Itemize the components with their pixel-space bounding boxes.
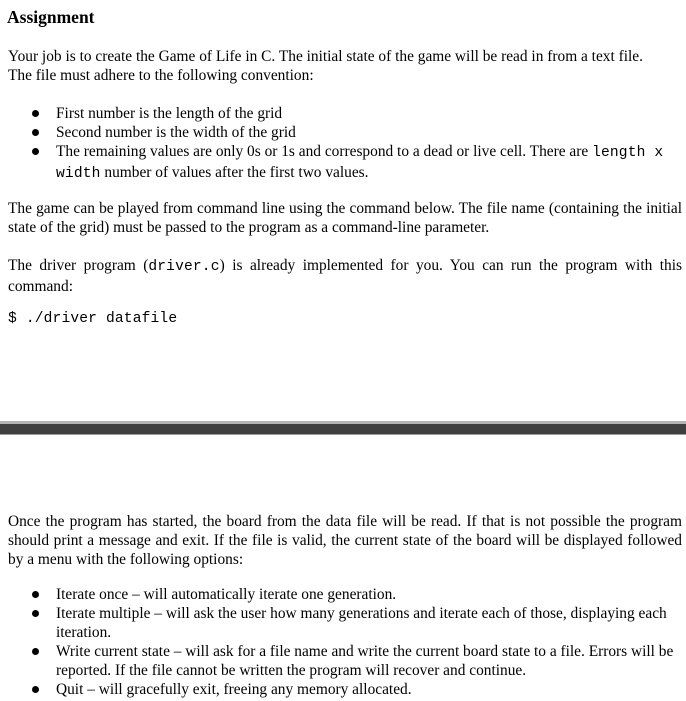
page-divider	[0, 421, 686, 435]
list-item	[0, 585, 686, 604]
bullet-icon	[32, 129, 39, 136]
list-item-text: Quit – will gracefully exit, freeing any memory allocated.	[56, 681, 412, 698]
driver-paragraph	[8, 256, 682, 296]
list-item	[0, 104, 686, 123]
bullet-icon	[32, 148, 39, 155]
startup-paragraph: Once the program has started, the board from the data file will be read. If that is not possible the program should print a message and exit. If the file is valid, the current state of the board will be displayed followed by a menu with the following options:	[8, 513, 682, 568]
bullet-icon	[32, 610, 39, 617]
list-item	[0, 680, 686, 699]
bullet-icon	[32, 110, 39, 117]
section-heading: Assignment	[7, 7, 95, 27]
list-item-text: number of values after the first two values.	[100, 164, 369, 181]
list-item-text: Write current state – will ask for a file name and write the current board state to a file. Errors will be reported. If the file cannot be written the program will recover and continue.	[56, 643, 674, 679]
list-item	[0, 642, 686, 680]
list-item	[0, 142, 686, 184]
command-line-paragraph: The game can be played from command line using the command below. The file name (containing the initial state of the grid) must be passed to the program as a command-line parameter.	[8, 200, 682, 236]
list-item	[0, 123, 686, 142]
intro-line-1: Your job is to create the Game of Life in C. The initial state of the game will be read in from a text file.	[8, 48, 643, 65]
bullet-icon	[32, 648, 39, 655]
list-item-text: First number is the length of the grid	[56, 105, 283, 122]
intro-line-2: The file must adhere to the following convention:	[8, 67, 314, 84]
intro-paragraph	[8, 47, 682, 85]
driver-text: ) is already implemented for you. You can run the program with this command:	[8, 257, 682, 295]
driver-text: The driver program (	[8, 257, 149, 274]
list-item-text: Second number is the width of the grid	[56, 124, 296, 141]
list-item	[0, 604, 686, 642]
bullet-icon	[32, 591, 39, 598]
bullet-icon	[32, 686, 39, 693]
command-example: $ ./driver datafile	[8, 311, 178, 327]
list-item-text: Iterate multiple – will ask the user how many generations and iterate each of those, displaying each iteration.	[56, 605, 667, 641]
menu-options-list	[0, 585, 686, 699]
inline-code: driver.c	[148, 259, 220, 275]
inline-code: length x width	[56, 145, 664, 182]
list-item-text: Iterate once – will automatically iterate one generation.	[56, 586, 397, 603]
list-item-text: The remaining values are only 0s or 1s and correspond to a dead or live cell. There are	[56, 143, 593, 160]
convention-list	[0, 104, 686, 184]
